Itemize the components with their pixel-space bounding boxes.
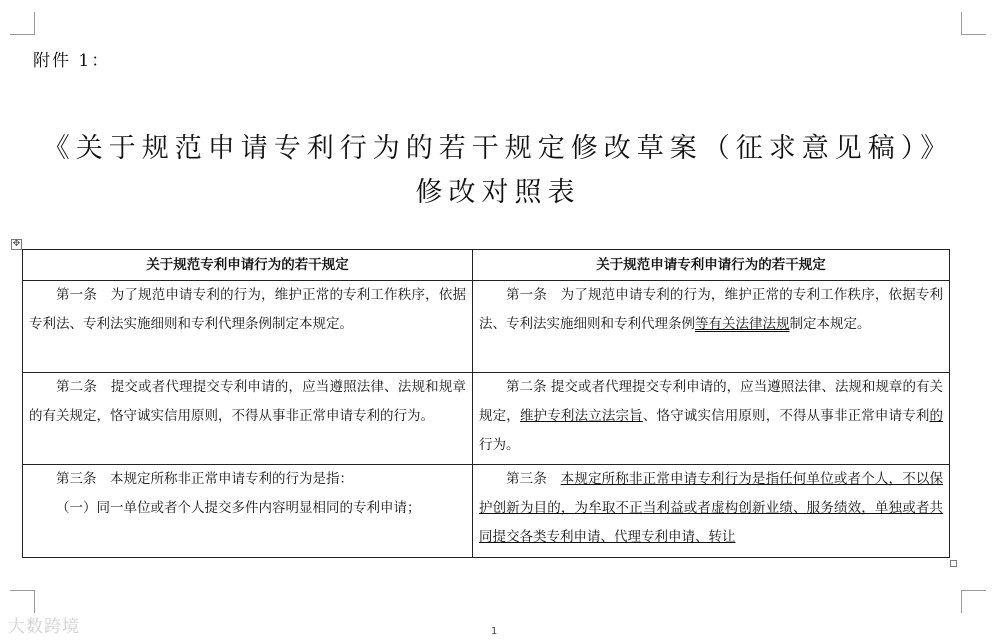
inserted-text: 维护专利法立法宗旨 xyxy=(519,408,643,424)
text-segment: 第二条 提交或者代理提交专利申请的，应当遵照法律、法规和规章的有关规定， xyxy=(479,379,943,424)
cell-revised-article-1[interactable] xyxy=(473,281,950,373)
table-resize-handle[interactable] xyxy=(950,560,957,567)
text-segment: 第三条 xyxy=(506,471,561,487)
inserted-text: 的 xyxy=(929,408,944,424)
cell-original-article-1[interactable] xyxy=(23,281,473,373)
crop-mark-bottom-left xyxy=(10,590,35,613)
cell-original-article-2[interactable] xyxy=(23,373,473,465)
attachment-label: 附件 1： xyxy=(33,51,111,71)
article-text xyxy=(479,373,943,460)
cell-clip xyxy=(479,465,943,557)
article-item: （一）同一单位或者个人提交多件内容明显相同的专利申请； xyxy=(56,500,421,516)
document-title: 《关于规范申请专利行为的若干规定修改草案（征求意见稿）》 xyxy=(42,133,954,164)
table-row xyxy=(23,465,950,558)
article-text: 第三条 本规定所称非正常申请专利的行为是指： xyxy=(56,471,353,487)
table-move-handle-icon[interactable]: ✥ xyxy=(12,239,21,249)
text-segment: 、恪守诚实信用原则，不得从事非正常申请专利 xyxy=(642,408,930,424)
document-subtitle: 修改对照表 xyxy=(415,177,581,208)
cell-original-article-3[interactable] xyxy=(23,465,473,558)
article-text xyxy=(479,281,943,339)
article-text: 第一条 为了规范申请专利的行为，维护正常的专利工作秩序，依据专利法、专利法实施细则和专利代理条例制定本规定。 xyxy=(29,287,466,332)
comparison-table xyxy=(22,249,950,558)
table-row xyxy=(23,281,950,373)
article-text: 第二条 提交或者代理提交专利申请的，应当遵照法律、法规和规章的有关规定，恪守诚实信用原则，不得从事非正常申请专利的行为。 xyxy=(29,379,466,424)
crop-mark-top-right xyxy=(961,12,986,35)
text-segment: 第一条 为了规范申请专利的行为，维护正常的专利工作秩序，依据专利法、专利法实施细则和专利代理条例 xyxy=(479,287,943,332)
article-text xyxy=(479,465,943,552)
header-cell-original[interactable]: 关于规范专利申请行为的若干规定 xyxy=(23,250,473,281)
inserted-text: 等有关法律法规 xyxy=(695,316,790,332)
watermark-logo: 大数跨境 xyxy=(8,617,80,637)
page-number: 1 xyxy=(491,626,498,637)
table-header-row xyxy=(23,250,950,281)
text-segment: 行为。 xyxy=(479,437,520,453)
inserted-text: 本规定所称非正常申请专利行为是指任何单位或者个人，不以保护创新为目的，为牟取不正当利益或者虚构创新业绩、服务绩效，单独或者共同提交各类专利申请、代理专利申请、转让 xyxy=(479,471,943,545)
cell-revised-article-2[interactable] xyxy=(473,373,950,465)
crop-mark-top-left xyxy=(10,12,35,35)
table-row xyxy=(23,373,950,465)
cell-revised-article-3[interactable] xyxy=(473,465,950,558)
crop-mark-bottom-right xyxy=(961,590,986,613)
text-segment: 制定本规定。 xyxy=(789,316,871,332)
header-cell-revised[interactable]: 关于规范申请专利申请行为的若干规定 xyxy=(473,250,950,281)
